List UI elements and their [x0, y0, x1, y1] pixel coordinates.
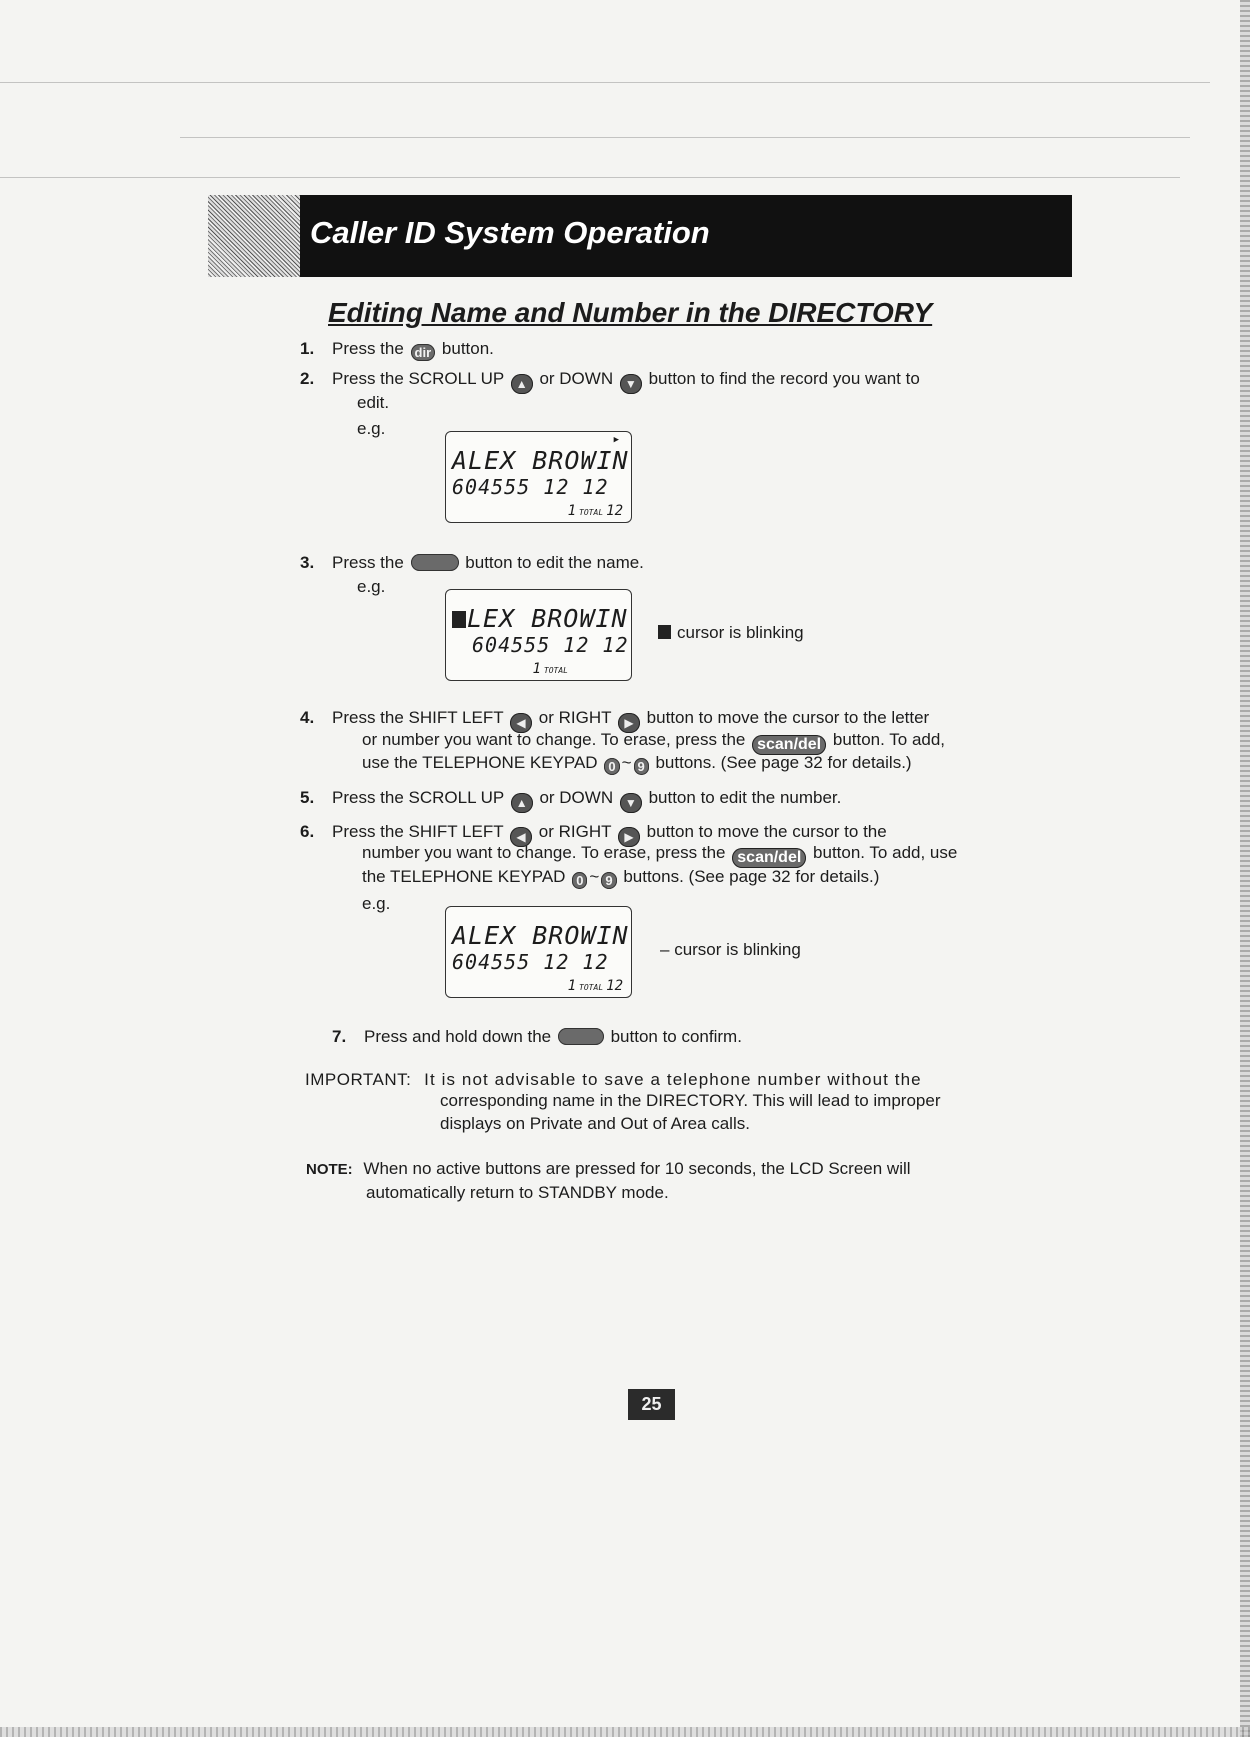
- keypad-9-icon: 9: [634, 758, 649, 775]
- banner-texture: [208, 195, 300, 277]
- step-3: 3. Press the button to edit the name.: [300, 553, 644, 572]
- step-2-eg: e.g.: [357, 419, 386, 438]
- scan-del-button-icon: scan/del: [752, 735, 826, 755]
- note-label: NOTE:: [306, 1161, 353, 1178]
- step-5: 5. Press the SCROLL UP ▲ or DOWN ▼ button to edit the number.: [332, 786, 841, 813]
- cursor-note-1: cursor is blinking: [658, 623, 804, 643]
- cursor-block-icon: [658, 625, 671, 639]
- keypad-9-icon: 9: [601, 872, 616, 889]
- page-heading: Editing Name and Number in the DIRECTORY: [328, 297, 933, 328]
- step-2: 2. Press the SCROLL UP ▲ or DOWN ▼ button to find the record you want to: [332, 367, 920, 394]
- important-notice: IMPORTANT: It is not advisable to save a telephone number without the: [305, 1070, 922, 1089]
- step-6-line-3: the TELEPHONE KEYPAD 0 ~ 9 buttons. (See page 32 for details.): [362, 867, 880, 888]
- scan-artifact-line: [0, 82, 1210, 83]
- lcd-counter: 1 TOTAL: [532, 661, 568, 677]
- cursor-block-icon: [452, 611, 466, 628]
- lcd-number-line: 604555 12 12: [452, 950, 609, 974]
- lcd-name-line: ALEX BROWIN: [452, 921, 629, 950]
- shift-right-icon: ▶: [618, 827, 640, 847]
- step-6: 6. Press the SHIFT LEFT ◀ or RIGHT ▶ button to move the cursor to the: [332, 820, 887, 847]
- page-number: 25: [628, 1389, 675, 1420]
- section-banner: [208, 195, 1072, 277]
- shift-left-icon: ◀: [510, 713, 532, 733]
- save-button-icon: [558, 1028, 604, 1045]
- lcd-display-2: [445, 589, 632, 681]
- important-line-2: corresponding name in the DIRECTORY. This will lead to improper: [440, 1091, 941, 1110]
- step-2-continued: edit.: [357, 393, 390, 412]
- lcd-number-line: 604555 12 12: [452, 475, 609, 499]
- step-6-eg: e.g.: [362, 894, 391, 913]
- step-4-line-3: use the TELEPHONE KEYPAD 0 ~ 9 buttons. (See page 32 for details.): [362, 753, 912, 774]
- banner-title: Caller ID System Operation: [310, 215, 710, 250]
- scroll-up-icon: ▲: [511, 793, 533, 813]
- important-label: IMPORTANT:: [305, 1070, 412, 1089]
- keypad-0-icon: 0: [604, 758, 619, 775]
- scan-artifact-line: [180, 137, 1190, 138]
- step-3-eg: e.g.: [357, 577, 386, 596]
- lcd-counter: 1 TOTAL 12: [567, 978, 623, 994]
- edit-button-icon: [411, 554, 459, 571]
- lcd-display-3: [445, 906, 632, 998]
- important-line-3: displays on Private and Out of Area calls.: [440, 1114, 750, 1133]
- lcd-name-line: LEX BROWIN: [452, 604, 628, 633]
- scroll-down-icon: ▼: [620, 793, 642, 813]
- scan-artifact-line: [0, 177, 1180, 178]
- keypad-0-icon: 0: [572, 872, 587, 889]
- scan-edge-right: [1240, 0, 1250, 1737]
- shift-left-icon: ◀: [510, 827, 532, 847]
- note: NOTE: When no active buttons are pressed for 10 seconds, the LCD Screen will: [306, 1159, 911, 1178]
- step-7: 7. Press and hold down the button to confirm.: [332, 1027, 742, 1046]
- dir-button-icon: dir: [411, 344, 436, 361]
- step-1: 1. Press the dir button.: [300, 339, 494, 360]
- shift-right-icon: ▶: [618, 713, 640, 733]
- step-4-line-2: or number you want to change. To erase, press the scan/del button. To add,: [362, 730, 946, 753]
- arrow-right-icon: ▶: [613, 435, 619, 445]
- scroll-up-icon: ▲: [511, 374, 533, 394]
- cursor-note-2: – cursor is blinking: [660, 940, 801, 959]
- step-6-line-2: number you want to change. To erase, press the scan/del button. To add, use: [362, 843, 958, 866]
- dash-arrow-icon: –: [660, 940, 675, 959]
- lcd-display-1: [445, 431, 632, 523]
- scan-del-button-icon: scan/del: [732, 848, 806, 868]
- note-line-2: automatically return to STANDBY mode.: [366, 1183, 669, 1202]
- lcd-number-line: 604555 12 12: [472, 633, 629, 657]
- scan-edge-bottom: [0, 1727, 1250, 1737]
- lcd-name-line: ALEX BROWIN: [452, 446, 629, 475]
- step-4: 4. Press the SHIFT LEFT ◀ or RIGHT ▶ button to move the cursor to the letter: [332, 706, 929, 733]
- scroll-down-icon: ▼: [620, 374, 642, 394]
- lcd-counter: 1 TOTAL 12: [567, 503, 623, 519]
